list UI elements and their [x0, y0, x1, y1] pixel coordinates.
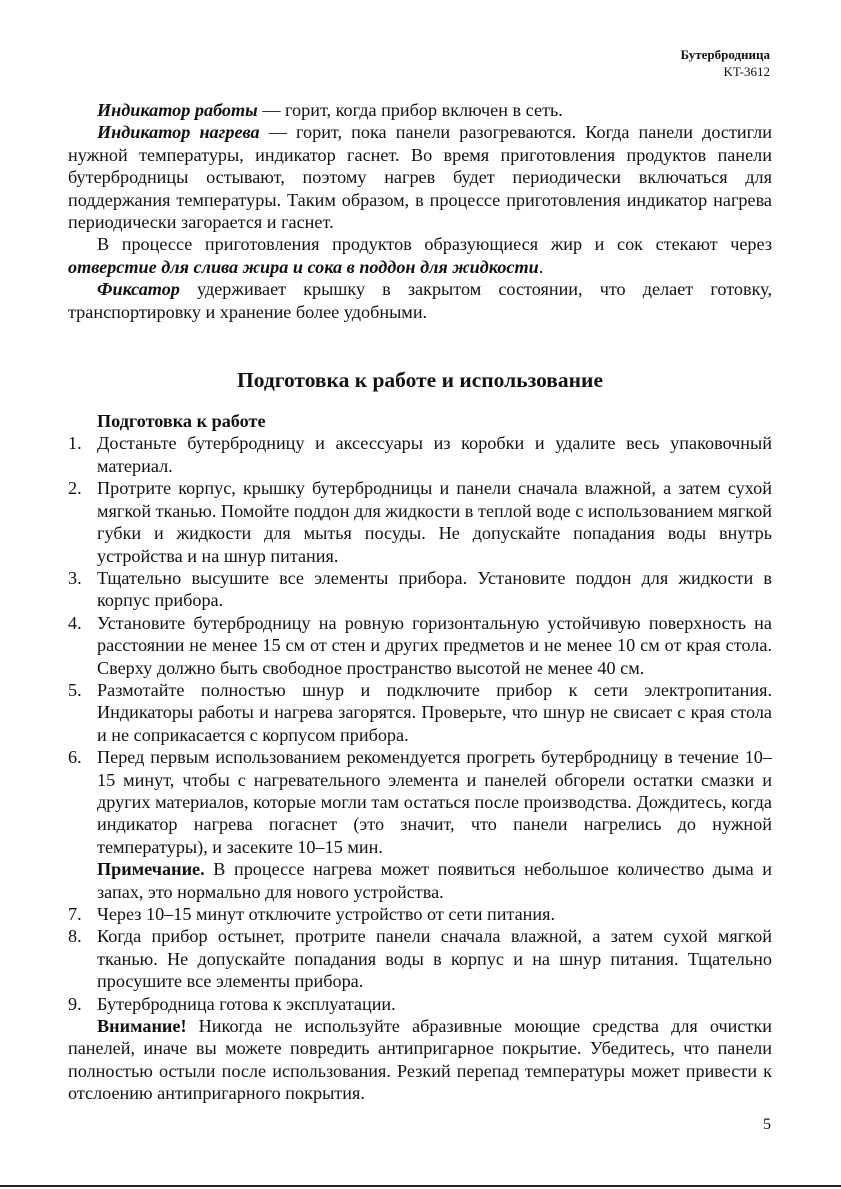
- step-number: 4.: [68, 612, 82, 633]
- step-number: 6.: [68, 747, 82, 768]
- page-number: 5: [763, 1116, 771, 1133]
- warning-text: Никогда не используйте абразивные моющие средства для очистки панелей, иначе вы можете повредить антипригарное покрытие. Убедитесь, что панели полностью остыли после использования. Резкий перепад температуры может привести к отслоению антипригарного покрытия.: [68, 1016, 772, 1104]
- list-item: [68, 477, 772, 567]
- paragraph-end: .: [538, 256, 544, 277]
- paragraph-text: — горит, когда прибор включен в сеть.: [257, 100, 563, 120]
- list-item: [68, 567, 772, 612]
- step-text: Размотайте полностью шнур и подключите прибор к сети электропитания. Индикаторы работы и нагрева загорятся. Проверьте, что шнур не свисает с края стола и не соприкасается с корпусом прибора.: [97, 679, 772, 745]
- list-item: [68, 925, 772, 992]
- step-number: 3.: [68, 567, 82, 588]
- page-content: [68, 99, 772, 1105]
- warning-paragraph: [68, 1015, 772, 1105]
- list-item: [68, 432, 772, 477]
- step-number: 9.: [68, 993, 82, 1014]
- paragraph-text: — горит, пока панели разогреваются. Когда панели достигли нужной температуры, индикатор гаснет. Во время приготовления продуктов панели бутербродницы остывают, поэтому нагрев будет периодически включаться для поддержания температуры. Таким образом, в процессе приготовления индикатор нагрева периодически загорается и гаснет.: [68, 122, 772, 233]
- term-heat-indicator: Индикатор нагрева: [97, 122, 260, 143]
- warning-label: Внимание!: [97, 1016, 187, 1037]
- step-note: [97, 858, 772, 903]
- paragraph-text: В процессе приготовления продуктов образующиеся жир и сок стекают через: [97, 234, 772, 255]
- step-text: Установите бутербродницу на ровную горизонтальную устойчивую поверхность на расстоянии не менее 15 см от стен и других предметов и не менее 10 см от края стола. Сверху должно быть свободное пространство высотой не менее 40 см.: [97, 612, 772, 678]
- page-header: [680, 46, 770, 80]
- term-work-indicator: Индикатор работы: [97, 100, 258, 120]
- step-number: 7.: [68, 904, 82, 924]
- paragraph-text: удерживает крышку в закрытом состоянии, что делает готовку, транспортировку и хранение более удобными.: [68, 279, 772, 322]
- step-number: 2.: [68, 478, 82, 499]
- section-subtitle: Подготовка к работе: [97, 411, 266, 432]
- bottom-divider: [0, 1185, 841, 1187]
- paragraph-heat-indicator: [68, 121, 772, 233]
- step-text: Когда прибор остынет, протрите панели сначала влажной, а затем сухой мягкой тканью. Не допускайте попадания воды в корпус и на шнур питания. Тщательно просушите все элементы прибора.: [97, 926, 772, 992]
- steps-list: [68, 432, 772, 1015]
- paragraph-drain: [68, 233, 772, 278]
- term-drain-hole: отверстие для слива жира и сока в поддон для жидкости: [68, 256, 539, 277]
- step-text: Протрите корпус, крышку бутербродницы и панели сначала влажной, а затем сухой мягкой тканью. Помойте поддон для жидкости в теплой воде с использованием мягкой губки и жидкости для мытья посуды. Не допускайте попадания воды внутрь устройства и на шнур питания.: [97, 478, 772, 566]
- step-number: 1.: [68, 433, 82, 454]
- section-title: Подготовка к работе и использование: [237, 368, 603, 393]
- header-model-number: KT-3612: [723, 64, 770, 79]
- list-item: [68, 612, 772, 679]
- note-text: В процессе нагрева может появиться небольшое количество дыма и запах, это нормально для нового устройства.: [97, 859, 772, 902]
- list-item: [68, 746, 772, 903]
- step-number: 5.: [68, 679, 82, 700]
- list-item: [68, 679, 772, 746]
- step-text: Тщательно высушите все элементы прибора. Установите поддон для жидкости в корпус прибора.: [97, 567, 772, 611]
- note-label: Примечание.: [97, 859, 205, 880]
- list-item: [68, 993, 772, 1015]
- paragraph-latch: [68, 278, 772, 323]
- step-text: Перед первым использованием рекомендуется прогреть бутербродницу в течение 10–15 минут, чтобы с нагревательного элемента и панелей обгорели остатки смазки и других материалов, которые могли там остаться после производства. Дождитесь, когда индикатор нагрева погаснет (это значит, что панели нагрелись до нужной температуры), и засеките 10–15 мин.: [97, 747, 772, 857]
- step-text: Достаньте бутербродницу и аксессуары из коробки и удалите весь упаковочный материал.: [97, 433, 772, 476]
- list-item: [68, 903, 772, 925]
- step-text: Через 10–15 минут отключите устройство от сети питания.: [97, 904, 556, 924]
- step-text: Бутербродница готова к эксплуатации.: [97, 993, 396, 1014]
- term-latch: Фиксатор: [97, 279, 180, 300]
- step-number: 8.: [68, 926, 82, 947]
- paragraph-work-indicator: [68, 99, 772, 121]
- header-product-name: Бутербродница: [680, 47, 770, 62]
